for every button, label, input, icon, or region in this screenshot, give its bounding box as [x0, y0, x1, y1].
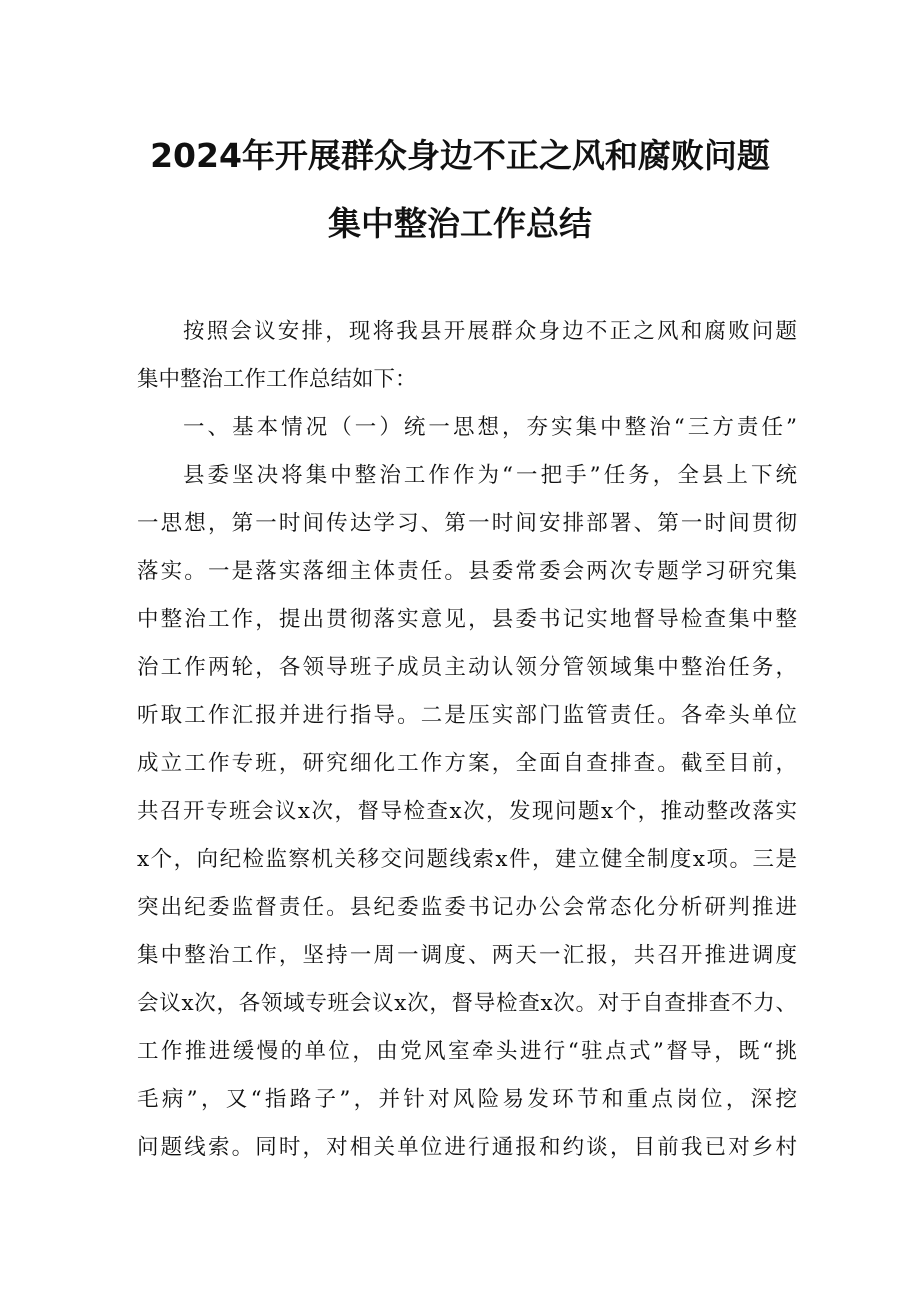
paragraph-line: 共召开专班会议x次，督导检查x次，发现问题x个，推动整改落实: [137, 799, 797, 824]
paragraph-line: 问题线索。同时，对相关单位进行通报和约谈，目前我已对乡村: [137, 1135, 797, 1160]
paragraph-line: 按照会议安排，现将我县开展群众身边不正之风和腐败问题: [183, 319, 797, 344]
paragraph-line: 成立工作专班，研究细化工作方案，全面自查排查。截至目前，: [137, 751, 797, 776]
paragraph-line: 集中整治工作，坚持一周一调度、两天一汇报，共召开推进调度: [137, 943, 797, 968]
paragraph-line: 落实。一是落实落细主体责任。县委常委会两次专题学习研究集: [137, 559, 797, 584]
paragraph-line: 毛病”，又“指路子”，并针对风险易发环节和重点岗位，深挖: [137, 1087, 797, 1112]
section-heading: 一、基本情况（一）统一思想，夯实集中整治“三方责任”: [183, 415, 797, 440]
paragraph-line: 中整治工作，提出贯彻落实意见，县委书记实地督导检查集中整: [137, 607, 797, 632]
paragraph-line: 听取工作汇报并进行指导。二是压实部门监管责任。各牵头单位: [137, 703, 797, 728]
paragraph-line: 治工作两轮，各领导班子成员主动认领分管领域集中整治任务，: [137, 655, 797, 680]
paragraph-line: 突出纪委监督责任。县纪委监委书记办公会常态化分析研判推进: [137, 895, 797, 920]
document-title-line-2: 集中整治工作总结: [328, 204, 592, 243]
paragraph-line: 一思想，第一时间传达学习、第一时间安排部署、第一时间贯彻: [137, 511, 797, 536]
paragraph-line: 会议x次，各领域专班会议x次，督导检查x次。对于自查排查不力、: [137, 991, 797, 1016]
document-title-line-1: 2024年开展群众身边不正之风和腐败问题: [150, 136, 770, 175]
paragraph-line: 集中整治工作工作总结如下：: [137, 367, 417, 392]
paragraph-line: 县委坚决将集中整治工作作为“一把手”任务，全县上下统: [183, 463, 797, 488]
paragraph-line: x个，向纪检监察机关移交问题线索x件，建立健全制度x项。三是: [137, 847, 797, 872]
paragraph-line: 工作推进缓慢的单位，由党风室牵头进行“驻点式”督导，既“挑: [137, 1039, 797, 1064]
